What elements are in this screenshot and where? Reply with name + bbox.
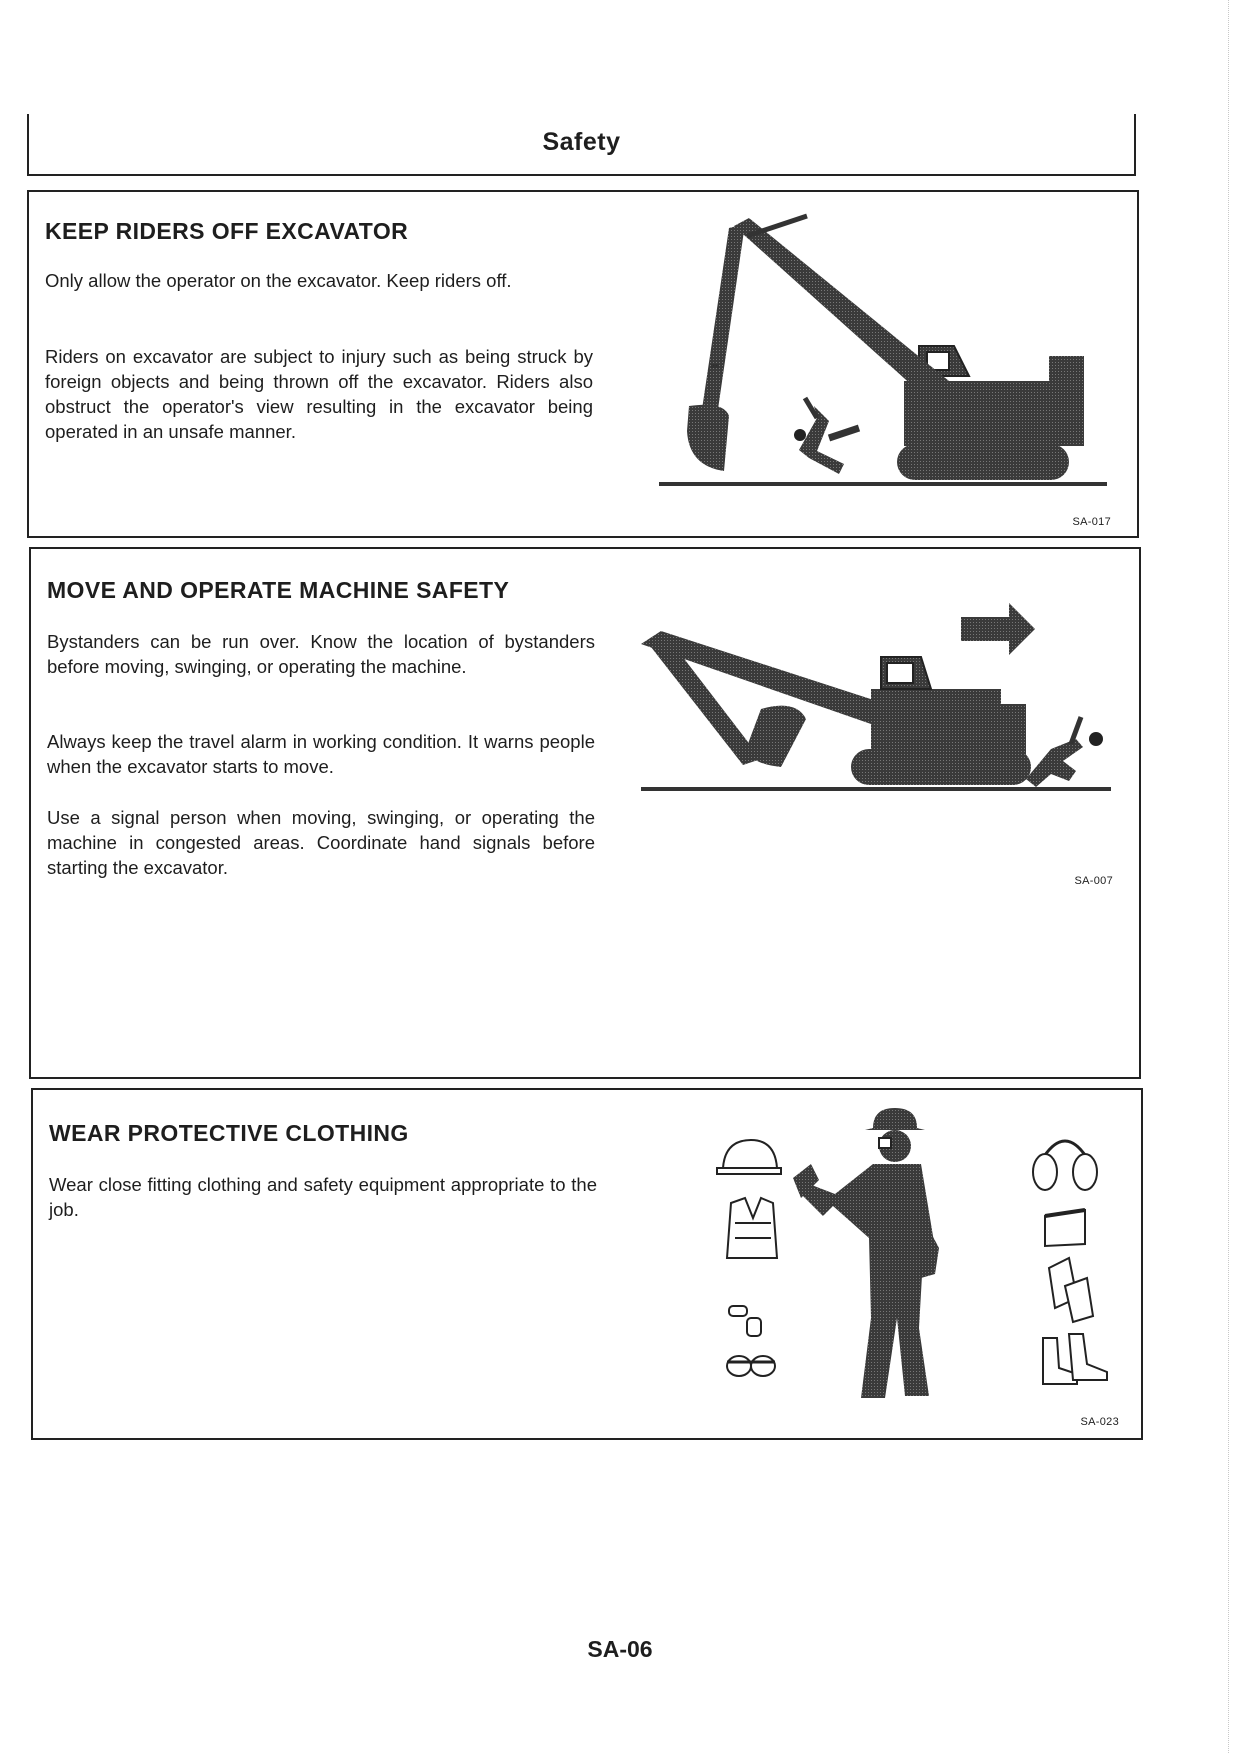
section-title: MOVE AND OPERATE MACHINE SAFETY (47, 577, 510, 603)
page-title: Safety (542, 128, 621, 156)
safety-boots-icon (1043, 1334, 1107, 1384)
excavator-bystander-run-over-icon (631, 589, 1131, 829)
section-wear-protective-clothing (31, 1088, 1143, 1440)
goggles-icon (727, 1356, 775, 1376)
worker-figure (793, 1108, 939, 1398)
section-paragraph: Only allow the operator on the excavator. Keep riders off. (45, 270, 512, 291)
page-number: SA-06 (587, 1636, 653, 1662)
excavator-rider-falling-icon (629, 206, 1129, 506)
scan-edge (1228, 0, 1230, 1753)
section-paragraph: Riders on excavator are subject to injury such as being struck by foreign objects and being thrown off the excavator. Riders also obstruct the operator's view resulting in the excavator being operated in an unsafe manner. (45, 346, 593, 442)
hard-hat-icon (717, 1140, 781, 1174)
ear-plugs-icon (729, 1306, 761, 1336)
figure-code: SA-023 (1080, 1416, 1119, 1428)
section-paragraph: Bystanders can be run over. Know the location of bystanders before moving, swinging, or operating the machine. (47, 631, 595, 677)
section-move-and-operate (29, 547, 1141, 1079)
section-title: WEAR PROTECTIVE CLOTHING (49, 1120, 409, 1146)
face-shield-icon (1045, 1210, 1085, 1246)
section-keep-riders-off (27, 190, 1139, 538)
section-paragraph: Wear close fitting clothing and safety equipment appropriate to the job. (49, 1174, 597, 1220)
earmuffs-icon (1033, 1141, 1097, 1190)
worker-protective-equipment-icon (673, 1098, 1133, 1418)
page-header (27, 114, 1136, 176)
figure-code: SA-007 (1074, 875, 1113, 887)
section-paragraph: Use a signal person when moving, swinging, or operating the machine in congested areas. Coordinate hand signals before starting the excavator. (47, 807, 595, 878)
section-paragraph: Always keep the travel alarm in working condition. It warns people when the excavator starts to move. (47, 731, 595, 777)
section-title: KEEP RIDERS OFF EXCAVATOR (45, 218, 409, 244)
gloves-icon (1049, 1258, 1093, 1322)
safety-vest-icon (727, 1198, 777, 1258)
figure-code: SA-017 (1072, 516, 1111, 528)
